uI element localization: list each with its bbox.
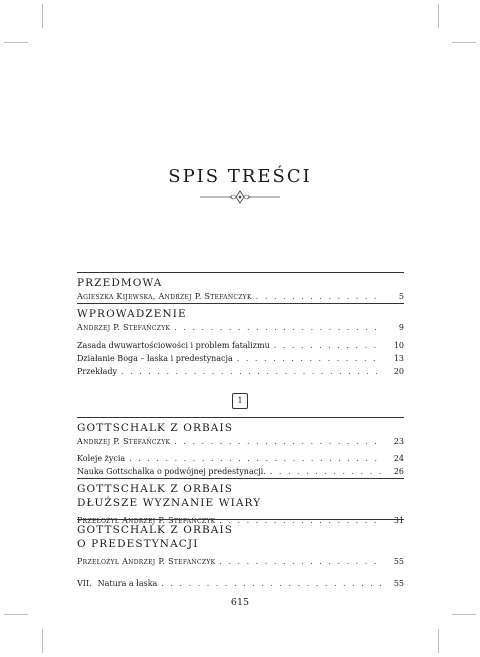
toc-entry[interactable] bbox=[77, 577, 404, 590]
section-heading: WPROWADZENIE bbox=[77, 303, 404, 321]
toc-page-number: 26 bbox=[393, 467, 404, 476]
diamond-flourish-icon bbox=[200, 190, 280, 204]
toc-entry-label: Agieszka Kijewska, Andrzej P. Stefańczyk bbox=[77, 292, 252, 301]
section-heading: GOTTSCHALK Z ORBAIS bbox=[77, 478, 404, 496]
toc-entry-label: Przekłady bbox=[77, 367, 118, 376]
page-folio: 615 bbox=[230, 597, 250, 608]
toc-section-gottschalk bbox=[77, 417, 404, 478]
crop-mark bbox=[452, 42, 476, 43]
section-subheading: DŁUŻSZE WYZNANIE WIARY bbox=[77, 497, 262, 509]
leader-dots bbox=[237, 352, 382, 365]
toc-entry[interactable] bbox=[77, 435, 404, 448]
leader-dots bbox=[161, 577, 382, 590]
crop-mark bbox=[4, 614, 28, 615]
toc-page-number: 13 bbox=[393, 354, 404, 363]
leader-dots bbox=[121, 365, 382, 378]
toc-entry[interactable] bbox=[77, 352, 404, 365]
toc-page-number: 23 bbox=[393, 437, 404, 446]
toc-section-o-predestynacji bbox=[77, 519, 404, 590]
leader-dots bbox=[256, 290, 382, 303]
section-heading: GOTTSCHALK Z ORBAIS bbox=[77, 519, 404, 537]
toc-page-number: 20 bbox=[393, 367, 404, 376]
toc-section-przedmowa bbox=[77, 272, 404, 303]
toc-entry[interactable] bbox=[77, 365, 404, 378]
toc-entry-label: Zasada dwuwartościowości i problem fatalizmu bbox=[77, 341, 270, 350]
crop-mark bbox=[452, 614, 476, 615]
toc-entry[interactable] bbox=[77, 555, 404, 568]
toc-entry-label: Przełożył Andrzej P. Stefańczyk bbox=[77, 516, 216, 525]
toc-entry-label: Andrzej P. Stefańczyk bbox=[77, 323, 171, 332]
toc-page-number: 9 bbox=[398, 323, 404, 332]
toc-entry-label: Andrzej P. Stefańczyk bbox=[77, 437, 171, 446]
chapter-title: Natura a łaska bbox=[97, 579, 158, 588]
leader-dots bbox=[129, 452, 382, 465]
toc-entry-label: Koleje życia bbox=[77, 454, 126, 463]
crop-mark bbox=[438, 4, 439, 28]
section-subheading: O PREDESTYNACJI bbox=[77, 538, 199, 550]
section-heading: PRZEDMOWA bbox=[77, 272, 404, 290]
leader-dots bbox=[174, 435, 382, 448]
part-number-badge: 1 bbox=[232, 393, 248, 409]
crop-mark bbox=[438, 629, 439, 653]
toc-page-number: 55 bbox=[393, 579, 404, 588]
toc-entry[interactable] bbox=[77, 290, 404, 303]
toc-entry[interactable] bbox=[77, 321, 404, 334]
toc-entry-label: Przełożył Andrzej P. Stefańczyk bbox=[77, 557, 216, 566]
crop-mark bbox=[42, 4, 43, 28]
crop-mark bbox=[42, 629, 43, 653]
toc-section-wprowadzenie bbox=[77, 303, 404, 378]
section-heading: GOTTSCHALK Z ORBAIS bbox=[77, 417, 404, 435]
toc-page-number: 31 bbox=[393, 516, 404, 525]
crop-mark bbox=[4, 42, 28, 43]
leader-dots bbox=[174, 321, 382, 334]
leader-dots bbox=[219, 555, 382, 568]
toc-entry[interactable] bbox=[77, 465, 404, 478]
toc-page-number: 5 bbox=[398, 292, 404, 301]
toc-page-number: 24 bbox=[393, 454, 404, 463]
toc-page-number: 10 bbox=[393, 341, 404, 350]
leader-dots bbox=[270, 465, 382, 478]
toc-entry-label: Działanie Boga – łaska i predestynacja bbox=[77, 354, 233, 363]
toc-entry[interactable] bbox=[77, 339, 404, 352]
toc-page-number: 55 bbox=[393, 557, 404, 566]
page-title: SPIS TREŚCI bbox=[168, 166, 312, 187]
toc-entry-label bbox=[77, 577, 157, 590]
chapter-prefix: VII. bbox=[77, 579, 92, 588]
leader-dots bbox=[274, 339, 382, 352]
toc-entry-label: Nauka Gottschalka o podwójnej predestynacji. bbox=[77, 467, 266, 476]
toc-entry[interactable] bbox=[77, 452, 404, 465]
